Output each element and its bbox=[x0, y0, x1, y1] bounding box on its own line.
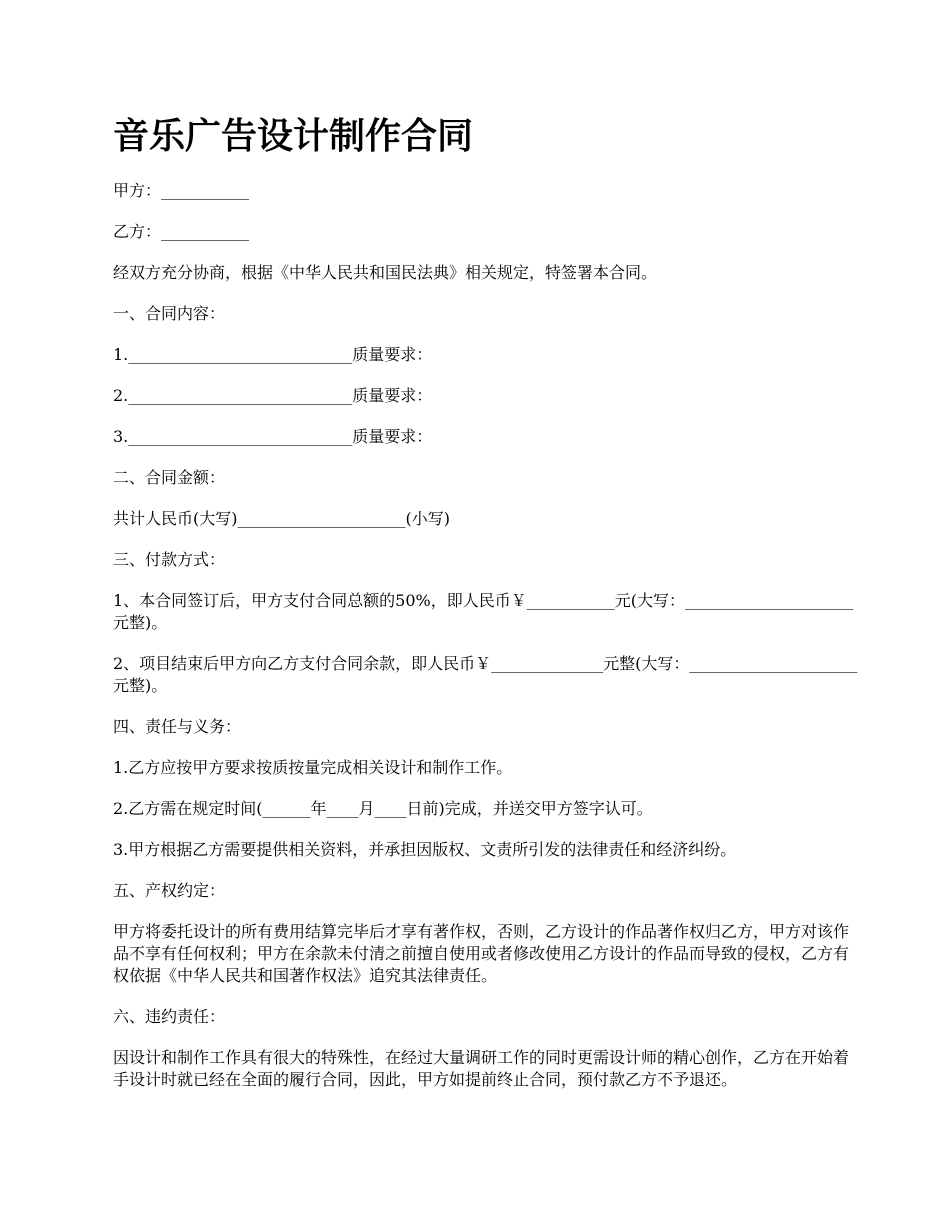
intro-paragraph: 经双方充分协商，根据《中华人民共和国民法典》相关规定，特签署本合同。 bbox=[113, 263, 658, 282]
duty-clause-2: 2.乙方需在规定时间(______年____月____日前)完成，并送交甲方签字认可。 bbox=[113, 799, 653, 818]
section-heading-breach: 六、违约责任： bbox=[113, 1007, 226, 1026]
contract-page bbox=[113, 110, 863, 1110]
ip-paragraph: 甲方将委托设计的所有费用结算完毕后才享有著作权，否则，乙方设计的作品著作权归乙方，甲方对该作品不享有任何权利；甲方在余款未付清之前擅自使用或者修改使用乙方设计的作品而导致的侵权，乙方有权依据《中华人民共和国著作权法》追究其法律责任。 bbox=[113, 922, 850, 985]
duty-clause-1: 1.乙方应按甲方要求按质按量完成相关设计和制作工作。 bbox=[113, 758, 513, 777]
party-b-line: 乙方：___________ bbox=[113, 222, 250, 241]
party-a-line: 甲方：___________ bbox=[113, 181, 250, 200]
content-item-2: 2.____________________________质量要求： bbox=[113, 386, 433, 405]
section-heading-payment: 三、付款方式： bbox=[113, 550, 226, 569]
page-title: 音乐广告设计制作合同 bbox=[113, 115, 474, 157]
section-heading-amount: 二、合同金额： bbox=[113, 468, 226, 487]
duty-clause-3: 3.甲方根据乙方需要提供相关资料，并承担因版权、文责所引发的法律责任和经济纠纷。 bbox=[113, 840, 737, 859]
payment-clause-2: 2、项目结束后甲方向乙方支付合同余款，即人民币￥______________元整(大写：_____________________元整)。 bbox=[113, 654, 858, 695]
content-item-3: 3.____________________________质量要求： bbox=[113, 427, 433, 446]
amount-line: 共计人民币(大写)_____________________(小写) bbox=[113, 509, 450, 528]
payment-clause-1: 1、本合同签订后，甲方支付合同总额的50%，即人民币￥___________元(大写：_____________________元整)。 bbox=[113, 591, 853, 632]
breach-paragraph: 因设计和制作工作具有很大的特殊性，在经过大量调研工作的同时更需设计师的精心创作，乙方在开始着手设计时就已经在全面的履行合同，因此，甲方如提前终止合同，预付款乙方不予退还。 bbox=[113, 1048, 850, 1089]
content-item-1: 1.____________________________质量要求： bbox=[113, 345, 433, 364]
section-heading-content: 一、合同内容： bbox=[113, 304, 226, 323]
section-heading-ip: 五、产权约定： bbox=[113, 881, 226, 900]
section-heading-duties: 四、责任与义务： bbox=[113, 717, 242, 736]
